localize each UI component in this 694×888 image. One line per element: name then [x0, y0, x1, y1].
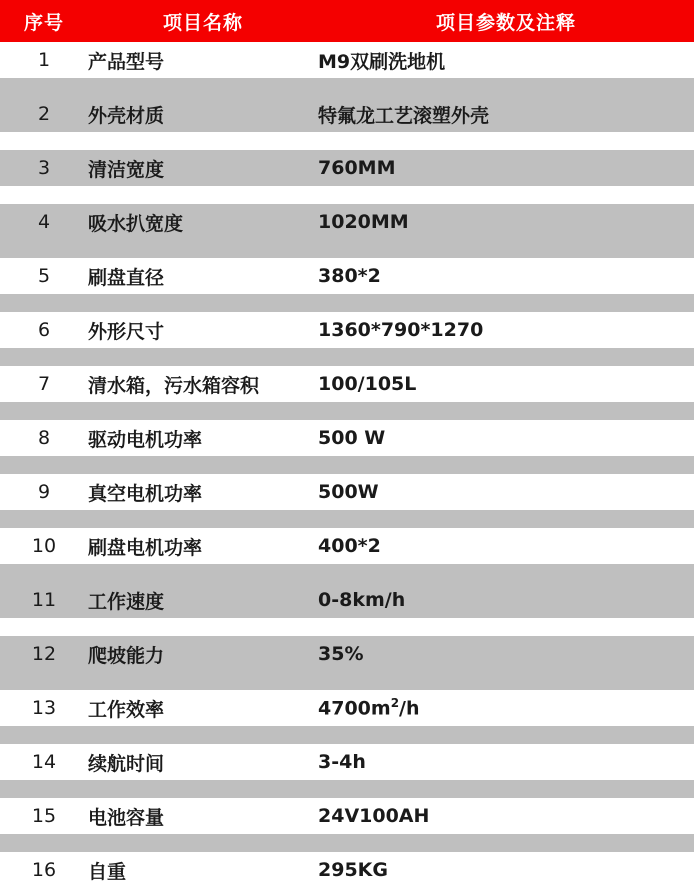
cell-name: 刷盘电机功率	[88, 528, 318, 564]
cell-name: 自重	[88, 852, 318, 888]
cell-value: 380*2	[318, 258, 694, 294]
table-row	[0, 420, 694, 456]
cell-value: 100/105L	[318, 366, 694, 402]
cell-name: 清洁宽度	[88, 150, 318, 186]
table-row	[0, 852, 694, 888]
cell-index: 14	[0, 744, 88, 780]
table-row	[0, 528, 694, 564]
row-separator	[0, 132, 694, 150]
table-row	[0, 744, 694, 780]
row-separator	[0, 294, 694, 312]
cell-name: 驱动电机功率	[88, 420, 318, 456]
row-separator	[0, 834, 694, 852]
cell-index: 6	[0, 312, 88, 348]
row-separator	[0, 78, 694, 96]
cell-value: $4700m^2/h$	[318, 690, 694, 726]
row-separator	[0, 402, 694, 420]
cell-index: 13	[0, 690, 88, 726]
table-row	[0, 474, 694, 510]
cell-index: 12	[0, 636, 88, 672]
cell-name: 爬坡能力	[88, 636, 318, 672]
cell-index: 3	[0, 150, 88, 186]
row-separator	[0, 186, 694, 204]
table-row	[0, 798, 694, 834]
cell-name: 真空电机功率	[88, 474, 318, 510]
cell-index: 1	[0, 42, 88, 78]
cell-value: 35%	[318, 636, 694, 672]
cell-index: 8	[0, 420, 88, 456]
cell-index: 15	[0, 798, 88, 834]
row-separator	[0, 618, 694, 636]
row-separator	[0, 726, 694, 744]
cell-index: 9	[0, 474, 88, 510]
table-row	[0, 96, 694, 132]
table-row	[0, 366, 694, 402]
cell-name: 工作效率	[88, 690, 318, 726]
row-separator	[0, 348, 694, 366]
cell-value: 24V100AH	[318, 798, 694, 834]
cell-index: 4	[0, 204, 88, 240]
cell-value: 400*2	[318, 528, 694, 564]
cell-name: 电池容量	[88, 798, 318, 834]
table-row	[0, 150, 694, 186]
cell-value: 特氟龙工艺滚塑外壳	[318, 96, 694, 132]
cell-index: 5	[0, 258, 88, 294]
cell-index: 11	[0, 582, 88, 618]
table-header	[0, 0, 694, 42]
table-row	[0, 204, 694, 240]
column-header-index: 序号	[0, 0, 88, 42]
table-row	[0, 312, 694, 348]
cell-name: 吸水扒宽度	[88, 204, 318, 240]
cell-name: 清水箱，污水箱容积	[88, 366, 318, 402]
cell-name: 刷盘直径	[88, 258, 318, 294]
cell-name: 产品型号	[88, 42, 318, 78]
cell-value: 0-8km/h	[318, 582, 694, 618]
cell-value: 1020MM	[318, 204, 694, 240]
table-row	[0, 258, 694, 294]
cell-index: 2	[0, 96, 88, 132]
table-row	[0, 42, 694, 78]
cell-name: 工作速度	[88, 582, 318, 618]
cell-value: 760MM	[318, 150, 694, 186]
row-separator	[0, 456, 694, 474]
cell-index: 10	[0, 528, 88, 564]
table-row	[0, 636, 694, 672]
cell-index: 7	[0, 366, 88, 402]
row-separator	[0, 672, 694, 690]
table-body	[0, 42, 694, 888]
cell-index: 16	[0, 852, 88, 888]
cell-name: 续航时间	[88, 744, 318, 780]
cell-value: M9双刷洗地机	[318, 42, 694, 78]
table-row	[0, 582, 694, 618]
cell-name: 外形尺寸	[88, 312, 318, 348]
header-row	[0, 0, 694, 42]
cell-value: 500 W	[318, 420, 694, 456]
cell-value: 1360*790*1270	[318, 312, 694, 348]
cell-value: 3-4h	[318, 744, 694, 780]
table-row	[0, 690, 694, 726]
column-header-value: 项目参数及注释	[318, 0, 694, 42]
cell-value: 295KG	[318, 852, 694, 888]
row-separator	[0, 240, 694, 258]
cell-value: 500W	[318, 474, 694, 510]
row-separator	[0, 510, 694, 528]
cell-name: 外壳材质	[88, 96, 318, 132]
row-separator	[0, 564, 694, 582]
column-header-name: 项目名称	[88, 0, 318, 42]
